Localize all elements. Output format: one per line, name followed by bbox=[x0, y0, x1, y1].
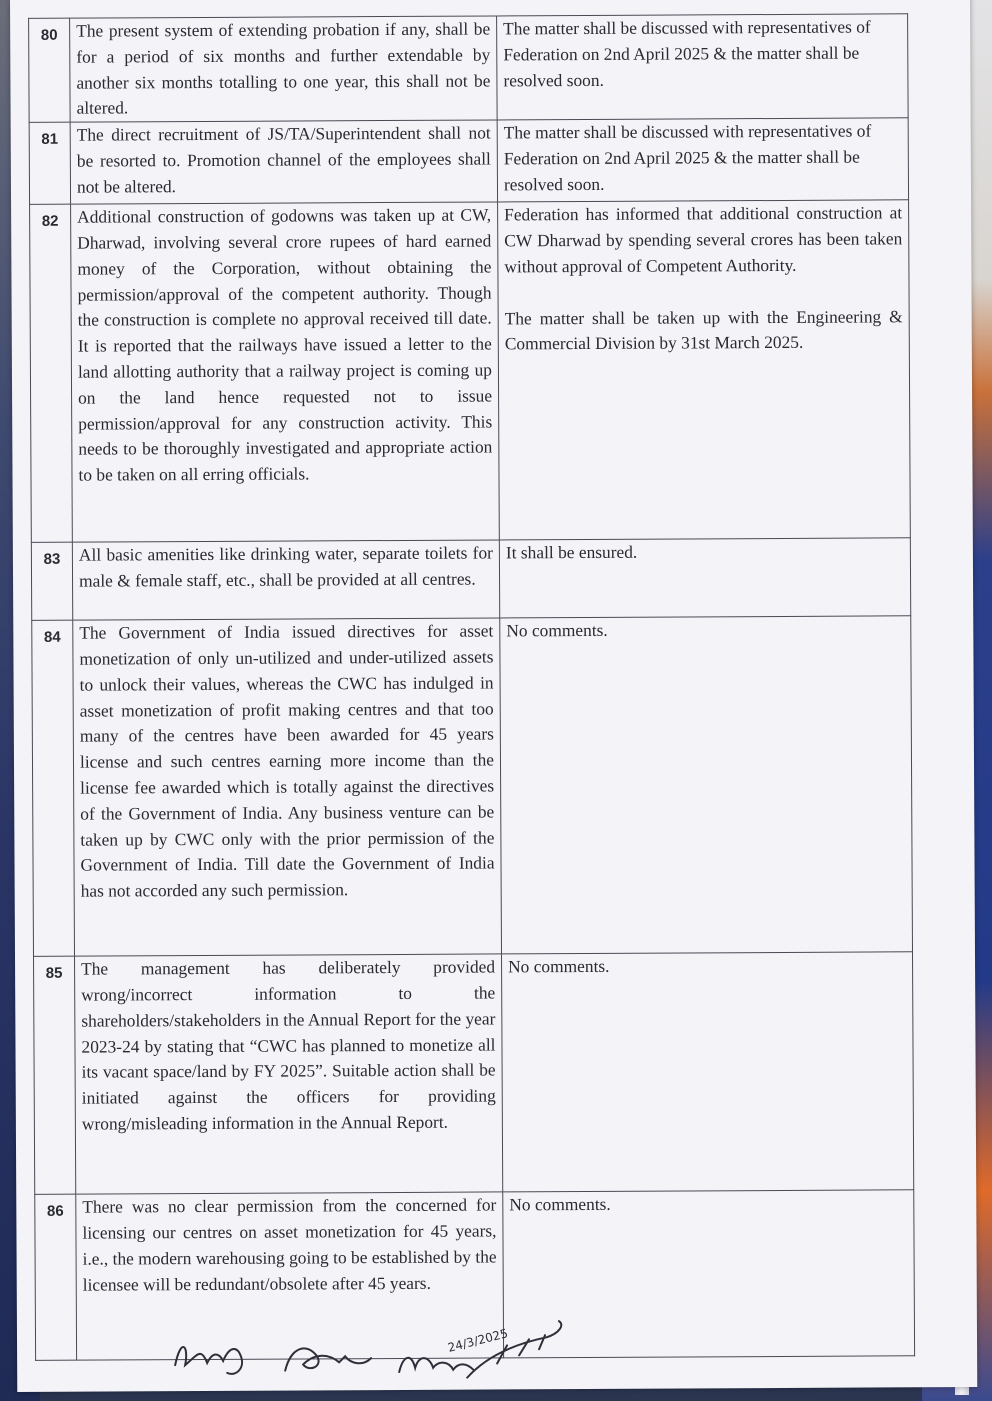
reply-paragraph: The matter shall be discussed with representatives of Federation on 2nd April 2025 & the matter shall be resolved soon. bbox=[503, 120, 872, 195]
reply-text bbox=[503, 1190, 915, 1358]
item-number: 80 bbox=[29, 18, 71, 122]
item-number: 82 bbox=[30, 204, 73, 542]
item-number: 83 bbox=[31, 542, 72, 620]
table-row bbox=[32, 616, 913, 957]
reply-text bbox=[498, 200, 911, 540]
issue-text: The management has deliberately provided wrong/incorrect information to the shareholders/stakeholders in the Annual Report for the year 2023-24 by stating that “CWC has planned to monetize all its vacant space/land by FY 2025”. Suitable action shall be initiated against the officers for providing wrong/misleading information in the Annual Report. bbox=[75, 954, 503, 1194]
reply-paragraph: The matter shall be discussed with representatives of Federation on 2nd April 2025 & the matter shall be resolved soon. bbox=[503, 16, 871, 91]
signature-3 bbox=[399, 1357, 473, 1372]
document-page bbox=[10, 0, 977, 1392]
table-row bbox=[30, 200, 911, 543]
item-number: 81 bbox=[29, 122, 70, 204]
issue-text: All basic amenities like drinking water, separate toilets for male & female staff, etc., shall be provided at all centres. bbox=[72, 540, 499, 620]
reply-paragraph: No comments. bbox=[509, 1194, 611, 1215]
table-row bbox=[31, 538, 910, 621]
reply-paragraph: The matter shall be taken up with the Engineering & Commercial Division by 31st March 2025. bbox=[504, 305, 903, 354]
issue-text: There was no clear permission from the concerned for licensing our centres on asset monetization for 45 years, i.e., the modern warehousing going to be established by the licensee will be redundant/obsolete after 45 years. bbox=[76, 1192, 504, 1360]
reply-paragraph: It shall be ensured. bbox=[505, 541, 638, 563]
item-number: 84 bbox=[32, 620, 75, 956]
reply-text bbox=[502, 952, 914, 1192]
minutes-table bbox=[28, 13, 915, 1361]
issue-text: The direct recruitment of JS/TA/Superintendent shall not be resorted to. Promotion channel of the employees shall not be altered. bbox=[70, 120, 497, 204]
table-row bbox=[34, 952, 914, 1195]
item-number: 86 bbox=[35, 1194, 77, 1360]
signature-date: 24/3/2025 bbox=[446, 1326, 510, 1355]
reply-paragraph: Federation has informed that additional construction at CW Dharwad by spending several crores has been taken without approval of Competent Authority. bbox=[504, 202, 903, 277]
reply-paragraph: No comments. bbox=[506, 620, 608, 641]
issue-text: Additional construction of godowns was taken up at CW, Dharwad, involving several crore rupees of hard earned money of the Corporation, without obtaining the permission/approval of the competent authority. Though the construction is complete no approval received till date. It is reported that the railways have issued a letter to the land allotting authority that a railway project is coming up on the land hence requested not to issue permission/approval for any construction activity. This needs to be thoroughly investigated and appropriate action to be taken on all erring officials. bbox=[71, 202, 500, 542]
paragraph-gap bbox=[504, 278, 902, 306]
item-number: 85 bbox=[34, 956, 76, 1194]
reply-text bbox=[497, 14, 909, 120]
table-row bbox=[29, 14, 909, 123]
table-row bbox=[29, 118, 908, 205]
reply-text bbox=[497, 118, 908, 202]
issue-text: The present system of extending probation if any, shall be for a period of six months and further extendable by another six months totalling to one year, this shall not be altered. bbox=[70, 16, 498, 122]
reply-text bbox=[499, 538, 910, 618]
reply-text bbox=[500, 616, 913, 954]
reply-paragraph: No comments. bbox=[508, 956, 610, 977]
issue-text: The Government of India issued directives for asset monetization of only un-utilized and under-utilized assets to unlock their values, whereas the CWC has indulged in asset monetization of profit making centres and that too many of the centres have been awarded for 45 years license and such centres earning more income than the license fee awarded which is totally against the directives of the Government of India. Any business venture can be taken up by CWC only with the prior permission of the Government of India. Till date the Government of India has not accorded any such permission. bbox=[73, 618, 502, 956]
